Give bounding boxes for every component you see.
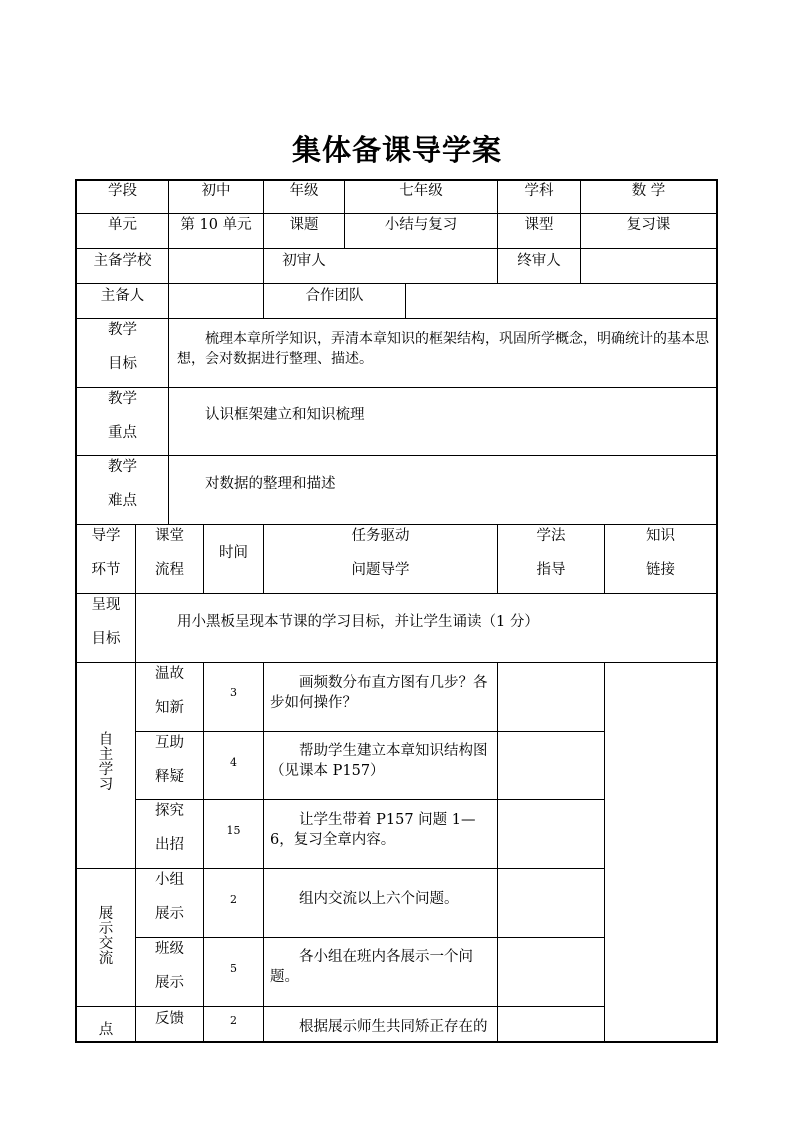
step-label: 释疑	[155, 769, 184, 785]
step-label: 班级	[155, 941, 184, 957]
col-line	[263, 662, 264, 1043]
step-task: 画频数分布直方图有几步？各步如何操作？	[270, 675, 488, 711]
col-task: 任务驱动	[351, 528, 410, 544]
first-reviewer-label: 初审人	[282, 253, 326, 269]
step-task: 根据展示师生共同矫正存在的	[299, 1019, 488, 1035]
section-exchange: 展示交流	[98, 906, 114, 967]
col-line	[135, 593, 136, 662]
step-label: 知新	[155, 700, 184, 716]
row-line	[75, 248, 718, 249]
step-task: 帮助学生建立本章知识结构图（见课本 P157）	[270, 743, 488, 779]
table-border-right	[716, 179, 718, 1043]
school-stage-value: 初中	[201, 183, 231, 199]
difficulty-label: 教学	[108, 459, 137, 475]
keypoint-label: 重点	[108, 425, 137, 441]
step-time: 4	[230, 756, 237, 769]
step-label: 展示	[155, 975, 184, 991]
lead-preparer-label: 主备人	[100, 288, 145, 304]
row-line	[135, 731, 604, 732]
step-time: 15	[226, 824, 241, 837]
topic-label: 课题	[289, 217, 319, 233]
step-task: 组内交流以上六个问题。	[299, 891, 459, 907]
table-border-bottom	[75, 1041, 718, 1043]
step-task: 让学生带着 P157 问题 1—6，复习全章内容。	[270, 812, 476, 848]
step-label: 小组	[155, 872, 184, 888]
school-stage-label: 学段	[108, 183, 137, 199]
row-line	[75, 524, 718, 525]
col-line	[168, 283, 169, 318]
unit-label: 单元	[108, 217, 137, 233]
col-line	[497, 662, 498, 1043]
step-time: 2	[230, 1014, 237, 1027]
present-label: 呈现	[91, 597, 121, 613]
subject-value: 数 学	[631, 183, 666, 199]
section-self-study: 自主学习	[98, 732, 114, 793]
row-line	[75, 1006, 604, 1007]
step-time: 5	[230, 962, 237, 975]
grade-label: 年级	[289, 183, 319, 199]
page-title: 集体备课导学案	[291, 133, 502, 167]
grade-value: 七年级	[399, 183, 443, 199]
step-label: 互助	[155, 735, 184, 751]
objective-text: 梳理本章所学知识，弄清本章知识的框架结构，巩固所学概念，明确统计的基本思想，会对数据进行整理、描述。	[177, 331, 709, 367]
step-task: 各小组在班内各展示一个问题。	[270, 949, 473, 985]
objective-label: 目标	[108, 356, 137, 372]
lesson-type-label: 课型	[524, 217, 554, 233]
col-knowledge: 知识	[646, 528, 675, 544]
col-class-flow: 课堂	[155, 528, 184, 544]
col-time: 时间	[219, 545, 248, 561]
row-line	[75, 455, 718, 456]
step-label: 反馈	[155, 1011, 184, 1027]
unit-value: 第 10 单元	[180, 217, 252, 233]
table-border-top	[75, 179, 718, 181]
row-line	[75, 593, 718, 594]
lead-school-label: 主备学校	[93, 253, 152, 269]
team-label: 合作团队	[305, 288, 364, 304]
row-line	[75, 213, 718, 214]
col-method: 学法	[536, 528, 566, 544]
col-task: 问题导学	[351, 562, 410, 578]
present-label: 目标	[91, 631, 121, 647]
col-class-flow: 流程	[155, 562, 184, 578]
row-line	[135, 799, 604, 800]
col-line	[203, 662, 204, 1043]
present-text: 用小黑板呈现本节课的学习目标，并让学生诵读（1 分）	[177, 614, 539, 630]
section-feedback: 点	[98, 1022, 114, 1038]
step-time: 2	[230, 893, 237, 906]
lesson-type-value: 复习课	[626, 217, 671, 233]
keypoint-text: 认识框架建立和知识梳理	[205, 407, 365, 423]
step-label: 温故	[155, 666, 184, 682]
difficulty-text: 对数据的整理和描述	[205, 476, 336, 492]
row-line	[75, 868, 604, 869]
step-label: 展示	[155, 906, 184, 922]
topic-value: 小结与复习	[384, 217, 458, 233]
keypoint-label: 教学	[108, 391, 137, 407]
col-method: 指导	[536, 562, 566, 578]
col-guide: 导学	[91, 528, 121, 544]
row-line	[75, 318, 718, 319]
row-line	[75, 662, 718, 663]
row-line	[135, 937, 604, 938]
col-guide: 环节	[91, 562, 121, 578]
col-line	[405, 283, 406, 318]
final-reviewer-label: 终审人	[517, 253, 561, 269]
row-line	[75, 283, 718, 284]
col-knowledge: 链接	[646, 562, 675, 578]
subject-label: 学科	[524, 183, 554, 199]
step-time: 3	[230, 686, 237, 699]
difficulty-label: 难点	[108, 493, 137, 509]
col-line	[604, 662, 605, 1043]
step-label: 探究	[155, 803, 184, 819]
step-label: 出招	[155, 837, 184, 853]
row-line	[75, 387, 718, 388]
objective-label: 教学	[108, 322, 137, 338]
col-line	[168, 318, 169, 524]
